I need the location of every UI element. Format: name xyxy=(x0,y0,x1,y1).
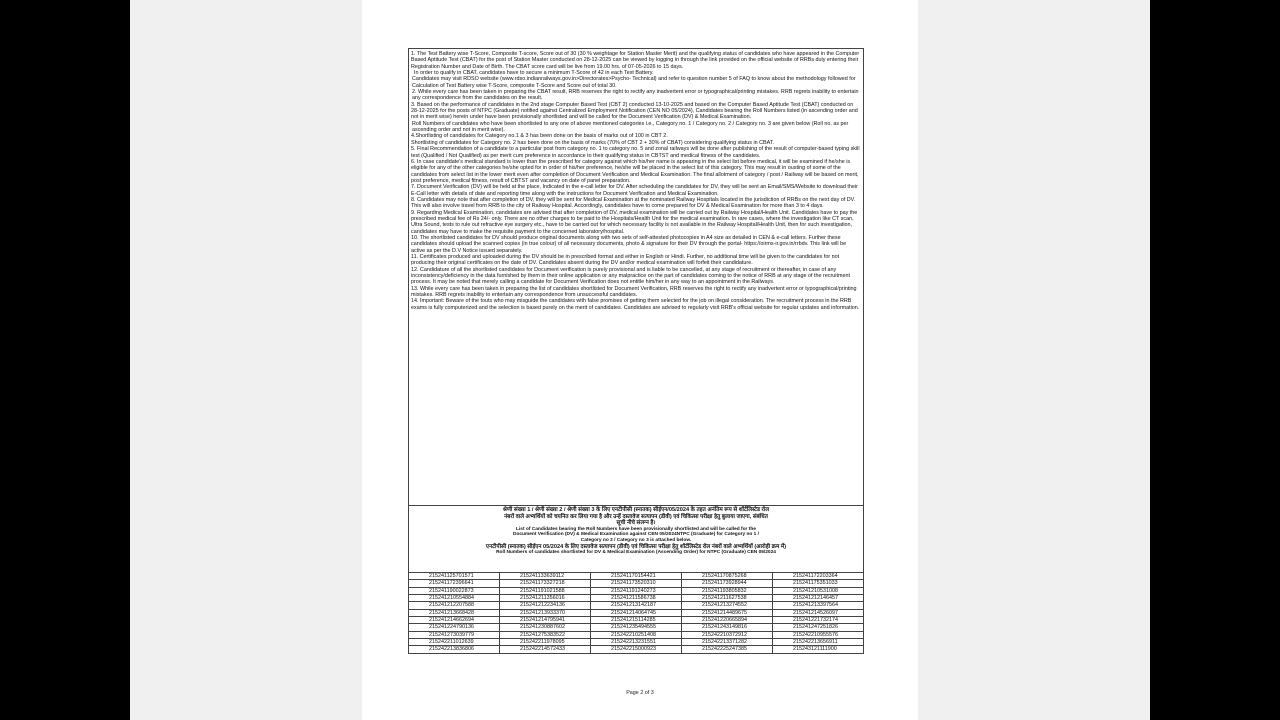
paragraph-13: 13. While every care has been taken in preparing the list of candidates shortlisted for Document Verification, RRB reserves the right to rectify any inadvertent error or typographical/printing mistakes. RRB regrets inability to entertain any correspondence from unsuccessful candidates. xyxy=(411,285,857,299)
roll-number-cell: 215242215000923 xyxy=(591,646,682,653)
roll-number-cell: 215241215114285 xyxy=(591,617,682,624)
table-row xyxy=(409,617,864,624)
roll-number-cell: 215242213656911 xyxy=(773,639,864,646)
roll-number-cell: 215242211978095 xyxy=(500,639,591,646)
roll-number-cell: 215241172203364 xyxy=(773,573,864,580)
roll-number-cell: 215241193805832 xyxy=(682,587,773,594)
paragraph-1b: Candidates may visit RDSO website (www.rdso.indianrailways.gov.in>Directorates>Psycho- Technical) and refer to question number 5 of FAQ to know about the methodology followed for Calculation of Test Battery wise T-Score, composite T-Score and Score out of total 30. xyxy=(412,76,856,89)
roll-number-cell: 215241211627538 xyxy=(682,595,773,602)
roll-number-cell: 215241191021588 xyxy=(500,587,591,594)
paragraph-1: 1. The Test Battery wise T-Score, Composite T-score, Score out of 30 (30 % weightage for Station Master Merit) and the qualifying status of candidates who have appeared in the Computer Based Aptitude Test (CBAT) for the post of Station Master conducted on 28-12-2025 can be viewed by logging in through the link provided on the official website of RRBs duly entering their Registration Number and Date of Birth. The CBAT score card will be live from 19.00 hrs. of 07-05-2026 to 15 days. xyxy=(411,51,860,70)
roll-number-cell: 215241211586738 xyxy=(591,595,682,602)
table-row xyxy=(409,580,864,587)
left-side-panel xyxy=(130,0,362,720)
paragraph-4a: Shortlisting of candidates for Category no. 2 has been done on the basis of marks (70% of CBT 2 + 30% of CBAT) considering qualifying status in CBAT. xyxy=(411,139,775,146)
notice-text-box xyxy=(408,48,864,506)
roll-number-cell: 215241214064745 xyxy=(591,609,682,616)
paragraph-2: 2. While every care has been taken in preparing the CBAT result, RRB reserves the right to rectify any inadvertent error or typographical/printing mistakes. RRB regrets inability to entertain any correspondence from the candidates on the result. xyxy=(412,89,859,102)
roll-number-cell: 215241125701571 xyxy=(409,573,500,580)
roll-number-cell: 215241213933370 xyxy=(500,609,591,616)
roll-number-cell: 215241212207588 xyxy=(409,602,500,609)
roll-number-cell: 215242210955576 xyxy=(773,631,864,638)
roll-number-cell: 215241214795941 xyxy=(500,617,591,624)
roll-number-cell: 215241173327218 xyxy=(500,580,591,587)
roll-number-cell: 215242211012639 xyxy=(409,639,500,646)
table-row xyxy=(409,595,864,602)
paragraph-6: 6. In case candidate's medical standard is lower than the prescribed for category against which his/her name is appearing in the select list before medical, it will be examined if he/she is eligible for any of the other categories he/she opted for in order of his/her preference, he/she will be placed in the select list of this category. This may result in ousting of some of the candidates from select list in the lower merit even after completion of Document Verification and Medical Examination. The final allotment of category / post / Railway will be based on merit, post preference, medical fitness, result of CBTST and vacancy on date of panel preparation. xyxy=(411,158,859,184)
paragraph-8: 8. Candidates may note that after completion of DV, they will be sent for Medical Examination at the nominated Railway Hospitals located in the jurisdiction of RRBs on the next day of DV. This will also involve travel from RRB to the city of Railway Hospital. Accordingly, candidates have to come prepared for DV & Medical Examination for more than 3 to 4 days. xyxy=(411,196,856,210)
roll-number-cell: 215241220665894 xyxy=(682,617,773,624)
roll-number-cell: 215241214662694 xyxy=(409,617,500,624)
roll-number-cell: 215241273039779 xyxy=(409,631,500,638)
roll-number-cell: 215241173928944 xyxy=(682,580,773,587)
roll-number-cell: 215242213231551 xyxy=(591,639,682,646)
paragraph-12: 12. Candidature of all the shortlisted candidates for Document verification is purely provisional and is liable to be cancelled, at any stage of recruitment or thereafter, in case of any inconsistency/deficiency in the data furnished by them in their online application or any malpractice on the part of candidates coming to the notice of RRB at any stage of the recruitment process. It may be noted that merely calling a candidate for Document Verification does not entitle him/her in any way to an appointment in the Railways. xyxy=(411,266,850,286)
roll-number-cell: 215241224790136 xyxy=(409,624,500,631)
table-row xyxy=(409,646,864,653)
english-heading: List of Candidates bearing the Roll Numbers have been provisionally shortlisted and will be called for the Document Verification (DV) & Medical Examination against CEN 05/2024NTPC (Graduate) for Category no 1 / Category no 2 / Category no 3 is attached below. xyxy=(512,526,760,543)
english-subheading: Roll Numbers of candidates shortlisted for DV & Medical Examination (Ascending Order) for NTPC (Graduate) CEN 05/2024 xyxy=(496,550,776,556)
roll-number-cell: 215242210251408 xyxy=(591,631,682,638)
roll-number-cell: 215241213397564 xyxy=(773,602,864,609)
list-heading-block xyxy=(408,506,864,572)
paragraph-5: 5. Final Recommendation of a candidate to a particular post from category no. 1 to category no. 5 and zonal railways will be done after publishing of the result of computer-based typing skill test (Qualified / Not Qualified) as per merit cum preference in accordance to their qualifying status in CBTST and medical fitness of the candidates. xyxy=(411,146,860,159)
roll-number-cell: 215241213142187 xyxy=(591,602,682,609)
roll-number-cell: 215241210531008 xyxy=(773,587,864,594)
table-row xyxy=(409,573,864,580)
roll-number-cell: 215241213668428 xyxy=(409,609,500,616)
roll-number-cell: 215241213274552 xyxy=(682,602,773,609)
roll-number-cell: 215241172396641 xyxy=(409,580,500,587)
roll-number-cell: 215241243149816 xyxy=(682,624,773,631)
roll-number-cell: 215241211356016 xyxy=(500,595,591,602)
table-row xyxy=(409,609,864,616)
roll-number-cell: 215241247251826 xyxy=(773,624,864,631)
roll-number-cell: 215241230887602 xyxy=(500,624,591,631)
hindi-heading: श्रेणी संख्या 1 / श्रेणी संख्या 2 / श्रेणी संख्या 3 के लिए एनटीपीसी (स्नातक) सीईएन/05/2024 के तहत अनंतिम रूप से शॉर्टलिस्टेड रोल नंबरों वाले अभ्यर्थियों को चयनित कर लिया गया है और उन्हें दस्तावेज सत्यापन (डीवी) एवं चिकित्सा परीक्षा हेतु बुलाया जाएगा, संबंधित सूची नीचे संलग्न है। xyxy=(502,507,770,527)
roll-number-cell: 215241173520310 xyxy=(591,580,682,587)
roll-number-cell: 215242213836806 xyxy=(409,646,500,653)
roll-number-cell: 215241190022873 xyxy=(409,587,500,594)
roll-number-cell: 215242225247385 xyxy=(682,646,773,653)
paragraph-7: 7. Document Verification (DV) will be held at the place, Indicated in the e-call letter for DV. After scheduling the candidates for DV, they will be sent an Email/SMS/Website to download their E-Call letter with details of date and reporting time along with the instructions for Document Verification and Medical Examination. xyxy=(411,184,858,197)
roll-number-cell: 215241212234136 xyxy=(500,602,591,609)
roll-number-cell: 215242213371282 xyxy=(682,639,773,646)
paragraph-11: 11. Certificates produced and uploaded during the DV should be in prescribed format and either in English or Hindi. Further, no additional time will be given to the candidates for not producing their original certificates on the date of DV. Candidates absent during the DV and/or medical examination will forfeit their candidature. xyxy=(411,254,840,267)
roll-number-cell: 215241170875268 xyxy=(682,573,773,580)
hindi-subheading: एनटीपीसी (स्नातक) सीईएन 05/2024 के लिए दस्तावेज सत्यापन (डीवी) एवं चिकित्सा परीक्षा हेतु शॉर्टलिस्टेड रोल नंबरों वाले अभ्यर्थियों (आरोही क्रम में) xyxy=(485,543,787,550)
roll-number-cell: 215241275383522 xyxy=(500,631,591,638)
table-row xyxy=(409,639,864,646)
paragraph-3: 3. Based on the performance of candidates in the 2nd stage Computer Based Test (CBT 2) conducted 13-10-2025 and based on the Computer Based Aptitude Test (CBAT) conducted on 28-12-2025 for the posts of NTPC (Graduate) notified against Centralized Employment Notification (CEN NO 05/2024), Candidates bearing the Roll Numbers listed (in ascending order and not in merit wise) herein under have been provisionally shortlisted and will be called for the Document Verification (DV) & Medical Examination. xyxy=(411,101,858,121)
paragraph-14: 14. Important: Beware of the touts who may misguide the candidates with false promises of getting them selected for the job on illegal consideration. The recruitment process in the RRB exams is fully computerized and the selection is based purely on the merit of candidates. Candidates are advised to regularly visit RRB's official website for regular updates and information. xyxy=(411,298,860,311)
document-page xyxy=(362,0,918,720)
roll-number-table xyxy=(408,572,864,654)
roll-number-cell: 215241214526097 xyxy=(773,609,864,616)
roll-number-cell: 215241235494555 xyxy=(591,624,682,631)
roll-number-cell: 215241210554884 xyxy=(409,595,500,602)
roll-number-cell: 215241170154421 xyxy=(591,573,682,580)
page-number: Page 2 of 3 xyxy=(626,690,654,696)
roll-number-cell: 215241212146457 xyxy=(773,595,864,602)
table-row xyxy=(409,631,864,638)
paragraph-1a: In order to qualify in CBAT, candidates have to secure a minimum T-Score of 42 in each Test Battery. xyxy=(414,70,654,77)
table-row xyxy=(409,587,864,594)
table-row xyxy=(409,624,864,631)
table-row xyxy=(409,602,864,609)
paragraph-9: 9. Regarding Medical Examination, candidates are advised that after completion of DV, medical examination will be carried out by Railway Hospital/Health Unit. Candidates have to pay the prescribed medical fee of Rs 24/- only. There are no other charges to be paid to the Hospitals/Health Unit for the medical examination. In rare cases, where the investigation like CT scan, Ultra Sound, tests to rule out refractive eye surgery etc., have to be carried out for which necessary facility is not available in the Railway Hospital/Health Unit, then for such investigation, candidates may have to make the requisite payment to the concerned laboratory/hospital. xyxy=(411,209,858,235)
roll-number-cell: 215241214489675 xyxy=(682,609,773,616)
paragraph-3a: Roll Numbers of candidates who have been shortlisted to any one of above mentioned categories i.e., Category no. 1 / Category no. 2 / Category no. 3 are given below (Roll no. as per ascending order and not in merit wise). xyxy=(412,120,849,134)
roll-number-cell: 215242214572433 xyxy=(500,646,591,653)
roll-number-cell: 215241175351033 xyxy=(773,580,864,587)
paragraph-10: 10. The shortlisted candidates for DV should produce original documents along with two sets of self-attested photocopies in A4 size as detailed in CEN & e-call letters. Further these candidates should upload the scanned copies (in true colour) of all necessary documents, photo & signature for their DV through the portal- https://oirms-ir.gov.in/rrbdv. This link will be active as per the D.V Notice issued separately. xyxy=(411,234,847,254)
right-side-panel xyxy=(918,0,1150,720)
roll-number-cell: 215241221732174 xyxy=(773,617,864,624)
roll-number-cell: 215241191240273 xyxy=(591,587,682,594)
roll-number-cell: 215242210372912 xyxy=(682,631,773,638)
roll-number-cell: 215243121111900 xyxy=(773,646,864,653)
paragraph-4: 4.Shortlisting of candidates for Category no.1 & 3 has been done on the basis of marks out of 100 in CBT 2. xyxy=(411,133,668,140)
roll-number-cell: 215241133639112 xyxy=(500,573,591,580)
